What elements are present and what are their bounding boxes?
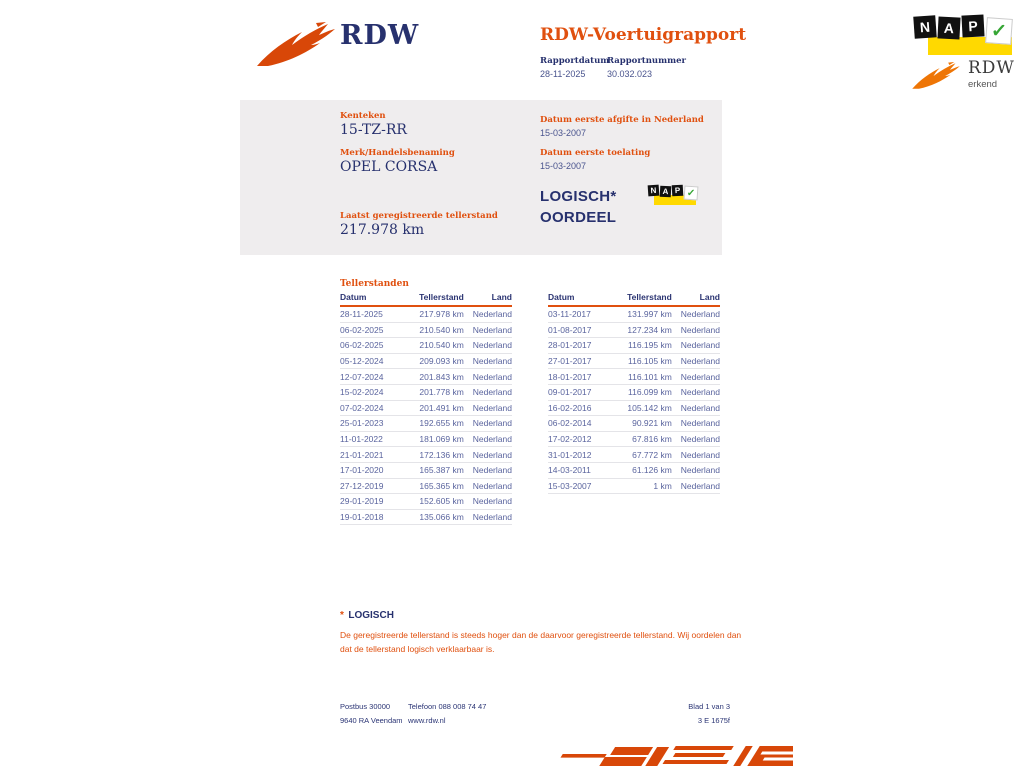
table-cell: Nederland xyxy=(472,449,512,460)
table-cell: 210.540 km xyxy=(419,324,464,335)
table-cell: Nederland xyxy=(472,371,512,382)
table-cell: 14-03-2011 xyxy=(548,465,591,476)
oordeel-line1: LOGISCH* xyxy=(540,188,617,205)
table-cell: Nederland xyxy=(680,480,720,491)
table-cell: Nederland xyxy=(680,387,720,398)
table-row xyxy=(340,401,512,417)
rdw-erkend-name: RDW xyxy=(968,58,1015,78)
table-row xyxy=(340,369,512,385)
table-cell: 28-11-2025 xyxy=(340,309,383,320)
table-cell: 12-07-2024 xyxy=(340,371,384,382)
nap-small-tile-a: A xyxy=(660,186,672,198)
table-cell: Nederland xyxy=(472,465,512,476)
table-cell: 152.605 km xyxy=(419,496,464,507)
table-cell: 105.142 km xyxy=(627,402,672,413)
table-cell: 03-11-2017 xyxy=(548,309,591,320)
table-cell: 17-02-2012 xyxy=(548,434,592,445)
table-cell: 11-01-2022 xyxy=(340,434,383,445)
table-cell: 18-01-2017 xyxy=(548,371,592,382)
table-cell: 27-01-2017 xyxy=(548,356,592,367)
table-cell: 67.772 km xyxy=(632,449,672,460)
table-cell: 06-02-2014 xyxy=(548,418,592,429)
rapportnummer-value: 30.032.023 xyxy=(607,69,653,79)
table-cell: 116.101 km xyxy=(628,371,672,382)
table-cell: 15-03-2007 xyxy=(548,480,592,491)
nap-logo-small xyxy=(647,183,697,209)
table-cell: 25-01-2023 xyxy=(340,418,384,429)
table-cell: Nederland xyxy=(680,356,720,367)
table-row xyxy=(548,416,720,432)
table-cell: 17-01-2020 xyxy=(340,465,384,476)
rdw-wing-icon xyxy=(256,22,336,68)
table-cell: Nederland xyxy=(472,356,512,367)
footnote-asterisk: * xyxy=(340,610,344,621)
toelating-value: 15-03-2007 xyxy=(540,161,587,171)
rapportdatum-label: Rapportdatum xyxy=(540,56,610,66)
table-cell: Nederland xyxy=(472,402,512,413)
rdw-erkend-badge xyxy=(910,58,1020,94)
rapportnummer-block xyxy=(607,56,686,79)
table-row xyxy=(340,338,512,354)
footer-doc-code: 3 E 1675f xyxy=(697,716,730,725)
footer-contact xyxy=(408,700,486,728)
table-cell: 116.195 km xyxy=(628,340,672,351)
table-row xyxy=(548,354,720,370)
footer-website: www.rdw.nl xyxy=(408,716,446,725)
table-cell: 29-01-2019 xyxy=(340,496,384,507)
table-cell: 21-01-2021 xyxy=(340,449,384,460)
table-cell: 127.234 km xyxy=(627,324,672,335)
table-cell: 06-02-2025 xyxy=(340,324,384,335)
logisch-footnote xyxy=(340,605,741,656)
table-header-row xyxy=(340,292,512,307)
table-cell: Nederland xyxy=(680,309,720,320)
footer-city: 9640 RA Veendam xyxy=(340,716,403,725)
column-header-datum: Datum xyxy=(548,292,575,302)
rdw-wordmark: RDW xyxy=(340,20,420,51)
rdw-erkend-text xyxy=(968,58,1015,90)
table-row xyxy=(548,338,720,354)
footer-postbus: Postbus 30000 xyxy=(340,702,391,711)
merk-value: OPEL CORSA xyxy=(340,159,438,175)
table-row xyxy=(548,432,720,448)
nap-tile-p: P xyxy=(961,14,984,37)
nap-small-tile-p: P xyxy=(672,185,684,197)
table-cell: 201.778 km xyxy=(419,387,464,398)
table-cell: Nederland xyxy=(680,340,720,351)
table-cell: Nederland xyxy=(680,434,720,445)
table-row xyxy=(340,447,512,463)
afgifte-label: Datum eerste afgifte in Nederland xyxy=(540,115,704,125)
table-cell: Nederland xyxy=(472,480,512,491)
nap-tile-n: N xyxy=(913,15,936,38)
table-cell: Nederland xyxy=(472,309,512,320)
footnote-title-row xyxy=(340,605,741,623)
nap-check-icon: ✓ xyxy=(985,17,1013,45)
decorative-graphic xyxy=(543,744,793,768)
table-row xyxy=(548,323,720,339)
table-cell: 67.816 km xyxy=(632,434,672,445)
nap-tile-a: A xyxy=(937,16,960,39)
table-row xyxy=(340,479,512,495)
footnote-line1: De geregistreerde tellerstand is steeds hoger dan de daarvoor geregistreerde tellerstand. Wij oordelen dan xyxy=(340,630,742,640)
column-header-tellerstand: Tellerstand xyxy=(419,292,464,302)
table-cell: 16-02-2016 xyxy=(548,402,592,413)
column-header-tellerstand: Tellerstand xyxy=(627,292,672,302)
table-header-row xyxy=(548,292,720,307)
kenteken-label: Kenteken xyxy=(340,111,386,121)
footer-address xyxy=(340,700,403,728)
table-cell: 15-02-2024 xyxy=(340,387,384,398)
afgifte-value: 15-03-2007 xyxy=(540,128,587,138)
tellerstand-label: Laatst geregistreerde tellerstand xyxy=(340,211,498,221)
tellerstanden-table-right xyxy=(548,292,720,494)
table-row xyxy=(340,323,512,339)
rdw-erkend-label: erkend xyxy=(968,79,998,90)
table-cell: 28-01-2017 xyxy=(548,340,592,351)
table-cell: 27-12-2019 xyxy=(340,480,384,491)
merk-label: Merk/Handelsbenaming xyxy=(340,148,455,158)
footnote-line2: dat de tellerstand logisch verklaarbaar is. xyxy=(340,644,495,654)
table-cell: Nederland xyxy=(472,387,512,398)
table-cell: 217.978 km xyxy=(419,309,464,320)
table-cell: 90.921 km xyxy=(632,418,672,429)
table-cell: 01-08-2017 xyxy=(548,324,592,335)
table-cell: 209.093 km xyxy=(419,356,464,367)
table-cell: Nederland xyxy=(472,434,512,445)
footnote-title: LOGISCH xyxy=(348,610,394,621)
page-title: RDW-Voertuigrapport xyxy=(540,25,747,45)
table-cell: 05-12-2024 xyxy=(340,356,384,367)
nap-small-check-icon: ✓ xyxy=(684,186,699,201)
table-row xyxy=(340,510,512,526)
table-cell: Nederland xyxy=(680,324,720,335)
table-cell: Nederland xyxy=(680,418,720,429)
table-cell: Nederland xyxy=(472,324,512,335)
table-cell: 19-01-2018 xyxy=(340,512,384,523)
table-cell: Nederland xyxy=(680,402,720,413)
rapportdatum-value: 28-11-2025 xyxy=(540,69,586,79)
table-row xyxy=(340,463,512,479)
table-cell: Nederland xyxy=(680,449,720,460)
kenteken-value: 15-TZ-RR xyxy=(340,122,407,138)
table-row xyxy=(548,307,720,323)
tellerstand-value: 217.978 km xyxy=(340,222,425,238)
table-row xyxy=(340,354,512,370)
footer-page-info xyxy=(600,700,730,728)
table-row xyxy=(340,307,512,323)
table-cell: Nederland xyxy=(680,465,720,476)
table-cell: 116.099 km xyxy=(628,387,672,398)
table-cell: 201.491 km xyxy=(419,402,464,413)
tellerstanden-title: Tellerstanden xyxy=(340,279,409,289)
footer-page-number: Blad 1 van 3 xyxy=(688,702,730,711)
oordeel-line2: OORDEEL xyxy=(540,209,617,226)
tellerstanden-table-left xyxy=(340,292,512,525)
table-cell: 1 km xyxy=(653,480,672,491)
table-cell: 61.126 km xyxy=(632,465,672,476)
nap-small-tile-n: N xyxy=(648,185,660,197)
table-cell: Nederland xyxy=(472,418,512,429)
table-row xyxy=(548,401,720,417)
table-cell: 31-01-2012 xyxy=(548,449,592,460)
table-row xyxy=(340,432,512,448)
rapportdatum-block xyxy=(540,56,609,79)
column-header-land: Land xyxy=(491,292,512,302)
table-row xyxy=(548,447,720,463)
table-row xyxy=(548,463,720,479)
table-cell: Nederland xyxy=(472,340,512,351)
nap-logo xyxy=(912,8,1012,58)
table-row xyxy=(340,385,512,401)
oordeel-text xyxy=(540,186,617,228)
table-row xyxy=(340,494,512,510)
table-cell: 165.365 km xyxy=(419,480,464,491)
column-header-land: Land xyxy=(699,292,720,302)
table-cell: 181.069 km xyxy=(419,434,464,445)
footer-phone: Telefoon 088 008 74 47 xyxy=(408,702,487,711)
toelating-label: Datum eerste toelating xyxy=(540,148,651,158)
table-row xyxy=(548,369,720,385)
table-cell: 210.540 km xyxy=(419,340,464,351)
table-row xyxy=(548,385,720,401)
table-cell: 201.843 km xyxy=(419,371,464,382)
table-cell: 192.655 km xyxy=(419,418,464,429)
rdw-erkend-wing-icon xyxy=(910,62,962,90)
table-cell: 165.387 km xyxy=(419,465,464,476)
table-cell: 131.997 km xyxy=(627,309,672,320)
table-row xyxy=(340,416,512,432)
table-row xyxy=(548,479,720,495)
table-cell: 172.136 km xyxy=(419,449,464,460)
table-cell: Nederland xyxy=(680,371,720,382)
table-cell: Nederland xyxy=(472,512,512,523)
table-cell: 116.105 km xyxy=(628,356,672,367)
column-header-datum: Datum xyxy=(340,292,367,302)
rapportnummer-label: Rapportnummer xyxy=(607,56,686,66)
table-cell: Nederland xyxy=(472,496,512,507)
table-cell: 135.066 km xyxy=(419,512,464,523)
table-cell: 09-01-2017 xyxy=(548,387,592,398)
table-cell: 07-02-2024 xyxy=(340,402,384,413)
table-cell: 06-02-2025 xyxy=(340,340,384,351)
